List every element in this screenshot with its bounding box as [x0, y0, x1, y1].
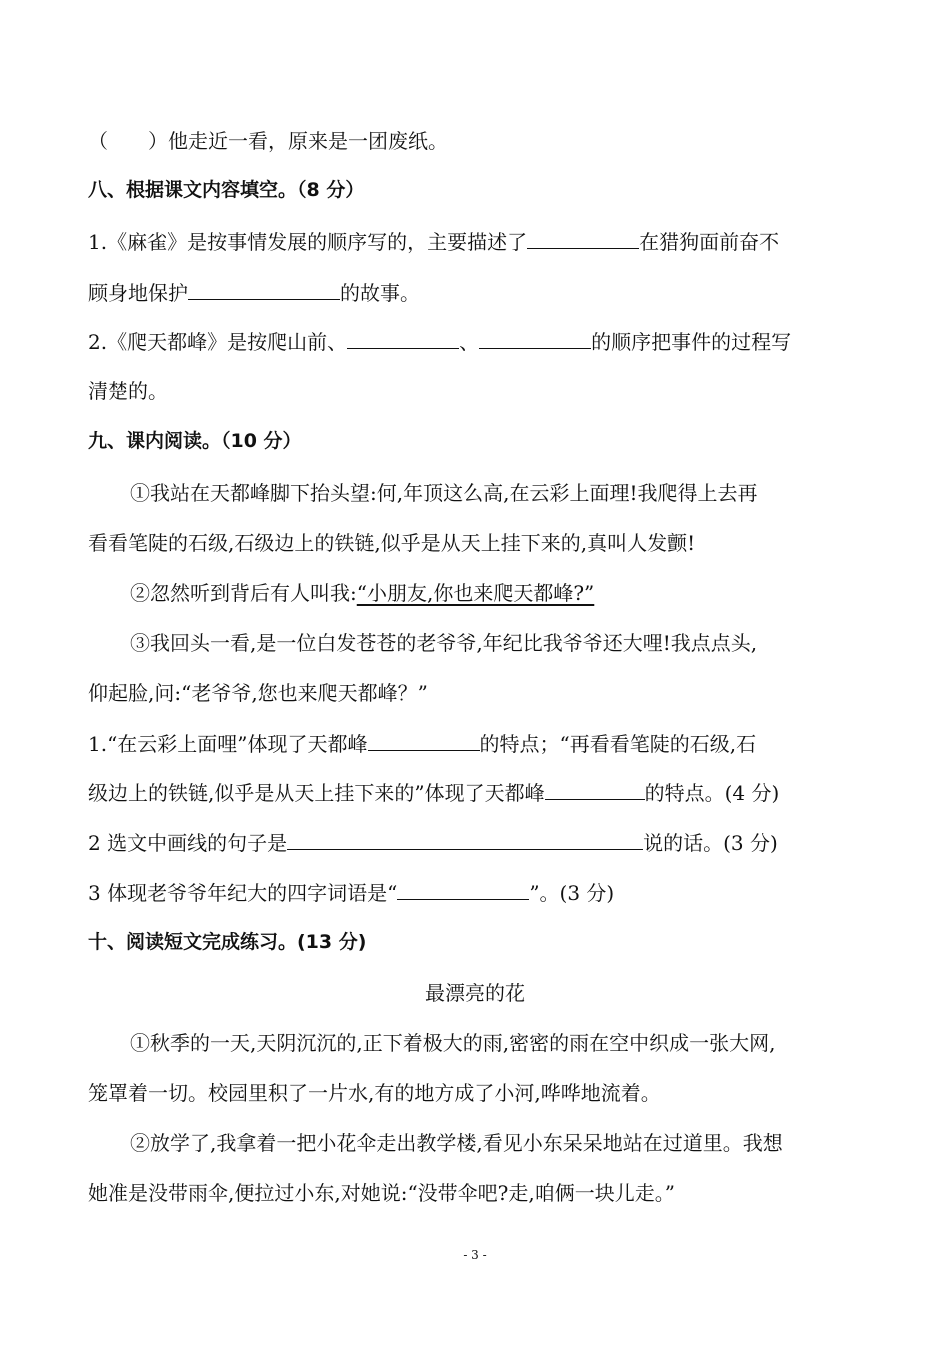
- q7-last-item: [88, 128, 868, 154]
- s9-p1-line2: 看看笔陡的石级,石级边上的铁链,似乎是从天上挂下来的,真叫人发颤!: [88, 531, 696, 555]
- s9-p3-line2: 仰起脸,问:“老爷爷,您也来爬天都峰？”: [88, 681, 428, 705]
- underlined-quote: “小朋友,你也来爬天都峰?”: [356, 581, 595, 605]
- s10-p2-line1: ②放学了,我拿着一把小花伞走出教学楼,看见小东呆呆地站在过道里。我想: [130, 1131, 783, 1155]
- s8-q1-line1: [88, 228, 868, 255]
- fill-blank[interactable]: [368, 730, 480, 751]
- text: 3 体现老爷爷年纪大的四字词语是“: [88, 881, 398, 905]
- s9-p2: [130, 580, 910, 606]
- answer-bracket: （ ）: [88, 129, 168, 153]
- page-number: - 3 -: [463, 1248, 487, 1262]
- section-10-heading: 十、阅读短文完成练习。(13 分): [88, 931, 367, 953]
- text: 的顺序把事件的过程写: [591, 330, 792, 354]
- fill-blank[interactable]: [479, 328, 591, 349]
- s10-p2-line2: 她准是没带雨伞,便拉过小东,对她说:“没带伞吧?走,咱俩一块儿走。”: [88, 1181, 675, 1205]
- text: 的故事。: [340, 281, 420, 305]
- s9-q1-line2: [88, 779, 868, 806]
- fill-blank[interactable]: [545, 779, 645, 800]
- text: ”。(3 分): [529, 881, 615, 905]
- s9-q3: [88, 879, 868, 906]
- text: 在猎狗面前奋不: [639, 230, 780, 254]
- fill-blank[interactable]: [397, 879, 529, 900]
- section-8-heading: 八、根据课文内容填空。（8 分）: [88, 179, 365, 201]
- fill-blank[interactable]: [287, 829, 643, 850]
- text: 1.“在云彩上面哩”体现了天都峰: [88, 732, 368, 756]
- text: 的特点；“再看看笔陡的石级,石: [479, 732, 757, 756]
- s10-p1-line1: ①秋季的一天,天阴沉沉的,正下着极大的雨,密密的雨在空中织成一张大网,: [130, 1031, 776, 1055]
- item-text: 他走近一看，原来是一团废纸。: [168, 129, 448, 153]
- fill-blank[interactable]: [347, 328, 459, 349]
- s8-q2-line2: 清楚的。: [88, 379, 168, 403]
- s9-p1-line1: ①我站在天都峰脚下抬头望:何,年顶这么高,在云彩上面理!我爬得上去再: [130, 481, 758, 505]
- s9-p3-line1: ③我回头一看,是一位白发苍苍的老爷爷,年纪比我爷爷还大哩!我点点头,: [130, 631, 758, 655]
- s8-q2-line1: [88, 328, 868, 355]
- text: 顾身地保护: [88, 281, 188, 305]
- section-9-heading: 九、课内阅读。（10 分）: [88, 430, 302, 452]
- text: 说的话。(3 分): [643, 831, 778, 855]
- text: 、: [459, 330, 480, 354]
- fill-blank[interactable]: [527, 228, 639, 249]
- s9-q2: [88, 829, 868, 856]
- text: ②忽然听到背后有人叫我:: [130, 581, 357, 605]
- text: 的特点。(4 分): [644, 781, 780, 805]
- s9-q1-line1: [88, 730, 868, 757]
- text: 2 选文中画线的句子是: [88, 831, 288, 855]
- s8-q1-line2: [88, 279, 868, 306]
- fill-blank[interactable]: [188, 279, 340, 300]
- text: 级边上的铁链,似乎是从天上挂下来的”体现了天都峰: [88, 781, 545, 805]
- s10-p1-line2: 笼罩着一切。校园里积了一片水,有的地方成了小河,哗哗地流着。: [88, 1081, 661, 1105]
- text: 1.《麻雀》是按事情发展的顺序写的，主要描述了: [88, 230, 528, 254]
- passage-title: 最漂亮的花: [425, 981, 525, 1005]
- text: 2.《爬天都峰》是按爬山前、: [88, 330, 348, 354]
